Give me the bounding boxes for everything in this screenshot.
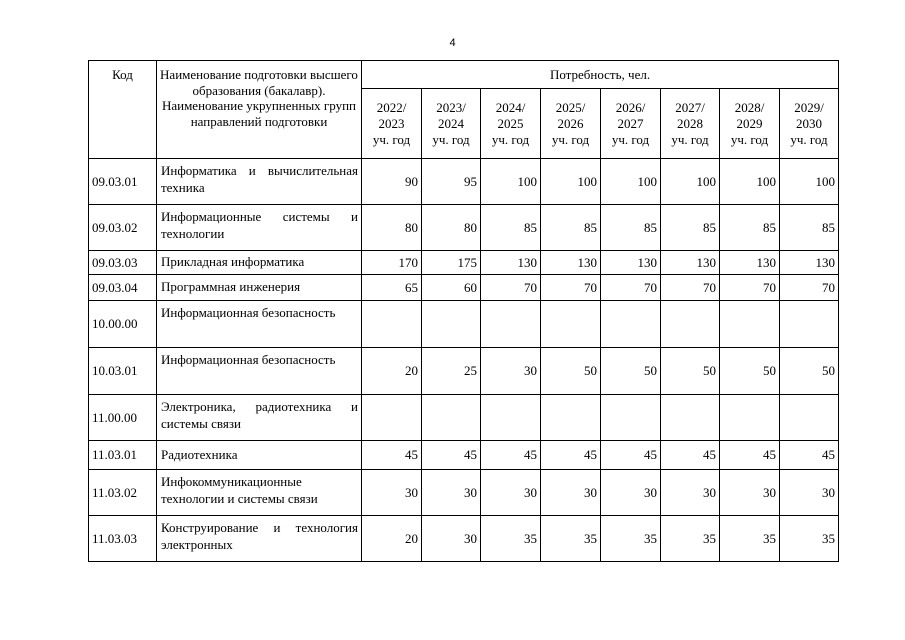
row-code: 11.03.02: [89, 470, 157, 516]
row-value: 130: [601, 251, 661, 275]
row-value: 35: [481, 516, 541, 562]
row-value: 30: [481, 348, 541, 395]
row-value: 35: [780, 516, 839, 562]
row-value: 35: [601, 516, 661, 562]
row-value: [481, 301, 541, 348]
table-row: [89, 159, 839, 205]
row-value: [601, 395, 661, 441]
row-value: 60: [422, 275, 481, 301]
row-value: 35: [720, 516, 780, 562]
row-code: 09.03.04: [89, 275, 157, 301]
row-value: 50: [661, 348, 720, 395]
row-value: 45: [780, 441, 839, 470]
header-year: 2028/ 2029 уч. год: [720, 89, 780, 159]
row-value: 30: [362, 470, 422, 516]
table-row: [89, 251, 839, 275]
row-value: 20: [362, 348, 422, 395]
table-row: [89, 301, 839, 348]
row-code: 09.03.03: [89, 251, 157, 275]
row-value: 95: [422, 159, 481, 205]
row-value: 50: [780, 348, 839, 395]
header-year: 2023/ 2024 уч. год: [422, 89, 481, 159]
table-row: [89, 395, 839, 441]
row-value: [481, 395, 541, 441]
training-needs-table: [88, 60, 839, 562]
row-name: Прикладная информатика: [157, 251, 362, 275]
row-value: 20: [362, 516, 422, 562]
row-value: 30: [720, 470, 780, 516]
row-value: 100: [720, 159, 780, 205]
row-value: [422, 301, 481, 348]
row-value: 130: [541, 251, 601, 275]
table-row: [89, 516, 839, 562]
header-year: 2029/ 2030 уч. год: [780, 89, 839, 159]
row-name: Информационные системы и технологии: [157, 205, 362, 251]
row-value: 50: [601, 348, 661, 395]
header-need: Потребность, чел.: [362, 61, 839, 89]
row-value: 45: [601, 441, 661, 470]
row-value: 170: [362, 251, 422, 275]
row-value: 30: [422, 470, 481, 516]
table-row: [89, 441, 839, 470]
row-value: 35: [541, 516, 601, 562]
row-value: [362, 395, 422, 441]
header-year: 2025/ 2026 уч. год: [541, 89, 601, 159]
row-value: 130: [720, 251, 780, 275]
header-year: 2027/ 2028 уч. год: [661, 89, 720, 159]
row-code: 11.03.03: [89, 516, 157, 562]
row-value: 30: [422, 516, 481, 562]
row-value: 100: [481, 159, 541, 205]
header-name: Наименование подготовки высшего образования (бакалавр). Наименование укрупненных групп направлений подготовки: [157, 61, 362, 159]
row-value: 100: [661, 159, 720, 205]
table-row: [89, 470, 839, 516]
row-value: 70: [481, 275, 541, 301]
row-value: [541, 301, 601, 348]
row-value: 50: [720, 348, 780, 395]
table-row: [89, 205, 839, 251]
row-value: 85: [661, 205, 720, 251]
row-value: 45: [541, 441, 601, 470]
header-code: Код: [89, 61, 157, 159]
row-value: 70: [720, 275, 780, 301]
row-value: 100: [601, 159, 661, 205]
row-value: 85: [720, 205, 780, 251]
row-value: 50: [541, 348, 601, 395]
row-code: 11.03.01: [89, 441, 157, 470]
row-value: 175: [422, 251, 481, 275]
row-value: 30: [601, 470, 661, 516]
row-value: [422, 395, 481, 441]
row-value: 130: [661, 251, 720, 275]
header-year: 2022/ 2023 уч. год: [362, 89, 422, 159]
row-value: [780, 301, 839, 348]
page-number: 4: [449, 37, 456, 49]
row-value: [661, 301, 720, 348]
row-code: 09.03.02: [89, 205, 157, 251]
row-value: 30: [780, 470, 839, 516]
row-value: 70: [601, 275, 661, 301]
row-name: Конструирование и технология электронных: [157, 516, 362, 562]
row-value: 100: [780, 159, 839, 205]
row-value: 90: [362, 159, 422, 205]
row-name: Электроника, радиотехника и системы связи: [157, 395, 362, 441]
row-value: [720, 301, 780, 348]
row-value: [720, 395, 780, 441]
row-value: [780, 395, 839, 441]
row-value: 45: [422, 441, 481, 470]
table-row: [89, 275, 839, 301]
row-code: 10.03.01: [89, 348, 157, 395]
row-code: 10.00.00: [89, 301, 157, 348]
header-year: 2026/ 2027 уч. год: [601, 89, 661, 159]
row-name: Инфокоммуникационные технологии и системы связи: [157, 470, 362, 516]
row-value: 35: [661, 516, 720, 562]
row-value: 70: [661, 275, 720, 301]
row-value: 85: [541, 205, 601, 251]
row-code: 11.00.00: [89, 395, 157, 441]
row-value: 85: [601, 205, 661, 251]
row-value: 100: [541, 159, 601, 205]
row-name: Программная инженерия: [157, 275, 362, 301]
row-code: 09.03.01: [89, 159, 157, 205]
row-value: 70: [541, 275, 601, 301]
row-value: 45: [362, 441, 422, 470]
row-value: 45: [481, 441, 541, 470]
row-value: 45: [720, 441, 780, 470]
row-value: 85: [780, 205, 839, 251]
row-name: Радиотехника: [157, 441, 362, 470]
header-row-1: [89, 61, 839, 89]
row-value: [601, 301, 661, 348]
row-value: [541, 395, 601, 441]
row-value: [661, 395, 720, 441]
header-year: 2024/ 2025 уч. год: [481, 89, 541, 159]
row-value: 45: [661, 441, 720, 470]
row-value: 80: [422, 205, 481, 251]
row-name: Информационная безопасность: [157, 301, 362, 348]
row-value: 70: [780, 275, 839, 301]
row-value: 130: [481, 251, 541, 275]
table-row: [89, 348, 839, 395]
row-name: Информатика и вычислительная техника: [157, 159, 362, 205]
row-value: 30: [661, 470, 720, 516]
row-value: 80: [362, 205, 422, 251]
row-value: 130: [780, 251, 839, 275]
row-value: 85: [481, 205, 541, 251]
row-name: Информационная безопасность: [157, 348, 362, 395]
row-value: 25: [422, 348, 481, 395]
row-value: [362, 301, 422, 348]
row-value: 30: [481, 470, 541, 516]
row-value: 30: [541, 470, 601, 516]
row-value: 65: [362, 275, 422, 301]
